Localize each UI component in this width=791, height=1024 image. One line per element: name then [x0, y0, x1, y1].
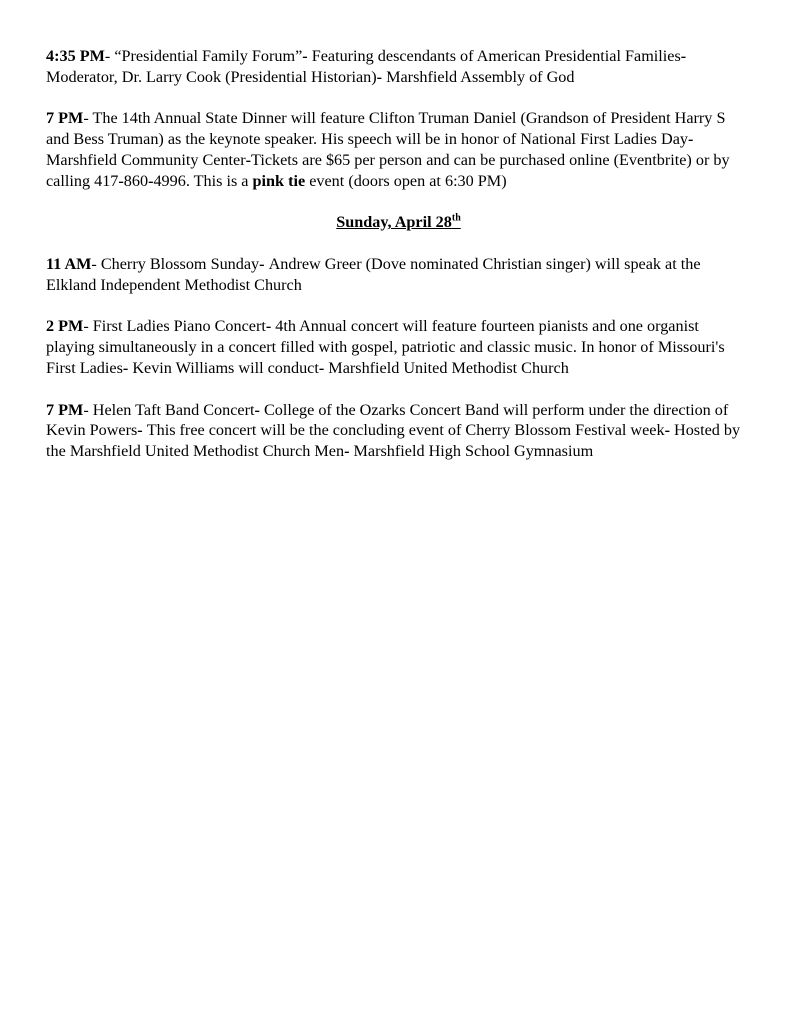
event-separator: - [148, 171, 154, 190]
event-paragraph [46, 108, 751, 191]
event-text: Marshfield Assembly of God [386, 67, 575, 86]
event-text: Featuring descendants of American Presidential Families [311, 47, 681, 65]
event-text: - Helen Taft Band Concert [83, 400, 255, 419]
event-text: - The 14th Annual State Dinner will feature Clifton Truman Daniel (Grandson of President Harry S and Bess Truman) as the keynote speaker. His speech will be in honor of National First Ladies Day [46, 109, 726, 149]
event-text: Hosted by the Marshfield United Methodist Church Men [46, 421, 741, 461]
event-text: Tickets are $65 per person and can be purchased online (Eventbrite) or by calling 417 [46, 150, 730, 190]
event-time: 7 PM [46, 109, 84, 128]
event-text: - First Ladies Piano Concert [83, 317, 266, 336]
sunday-heading-text: Sunday, April 28 [336, 213, 452, 232]
event-separator: - [664, 421, 675, 440]
event-time: 4:35 PM [46, 47, 105, 65]
event-text: Marshfield Community Center [46, 150, 246, 169]
event-separator: - [687, 130, 694, 149]
event-separator: pink tie [252, 171, 306, 190]
event-separator: - [680, 47, 687, 65]
event-separator: - [318, 358, 329, 377]
event-time: 11 AM [46, 254, 92, 273]
document-page [46, 46, 751, 483]
event-time: 2 PM [46, 317, 84, 336]
event-text: Kevin Williams will conduct [132, 358, 319, 377]
event-text: 4th Annual concert will feature fourteen pianists and one organist playing simultaneously in a concert filled with gospel, patriotic and classic music. In honor of Missouri's First Ladies [46, 317, 725, 377]
event-text: - “Presidential Family Forum” [104, 47, 303, 65]
event-separator: - [302, 47, 312, 65]
event-paragraph [46, 46, 751, 88]
event-paragraph [46, 400, 751, 462]
event-text: 4996. This is a [153, 171, 253, 190]
event-text: Andrew Greer (Dove nominated Christian singer) will speak at the Elkland Independent Methodist Church [46, 254, 701, 294]
event-separator: - [137, 421, 147, 440]
event-paragraph [46, 316, 751, 378]
event-text: 860 [123, 171, 149, 190]
event-paragraph [46, 254, 751, 296]
event-text: Marshfield United Methodist Church [328, 358, 569, 377]
event-text: Marshfield High School Gymnasium [353, 442, 594, 461]
event-text: College of the Ozarks Concert Band will perform under the direction of Kevin Powers [46, 400, 729, 440]
event-separator: - [265, 317, 276, 336]
sunday-heading [46, 212, 751, 233]
event-text: This free concert will be the concluding event of Cherry Blossom Festival week [146, 421, 665, 440]
event-text: event (doors open at 6:30 PM) [305, 171, 507, 190]
saturday-events [46, 46, 751, 192]
event-time: 7 PM [46, 400, 84, 419]
event-text: Moderator, Dr. Larry Cook (Presidential Historian) [46, 67, 377, 86]
event-text: - Cherry Blossom Sunday [91, 254, 260, 273]
event-separator: - [122, 358, 133, 377]
event-separator: - [118, 171, 124, 190]
event-separator: - [344, 442, 354, 461]
event-separator: - [254, 400, 264, 419]
event-separator: - [245, 150, 252, 169]
event-separator: - [259, 254, 269, 273]
sunday-events [46, 254, 751, 462]
sunday-heading-suffix: th [451, 212, 461, 224]
event-separator: - [376, 67, 387, 86]
